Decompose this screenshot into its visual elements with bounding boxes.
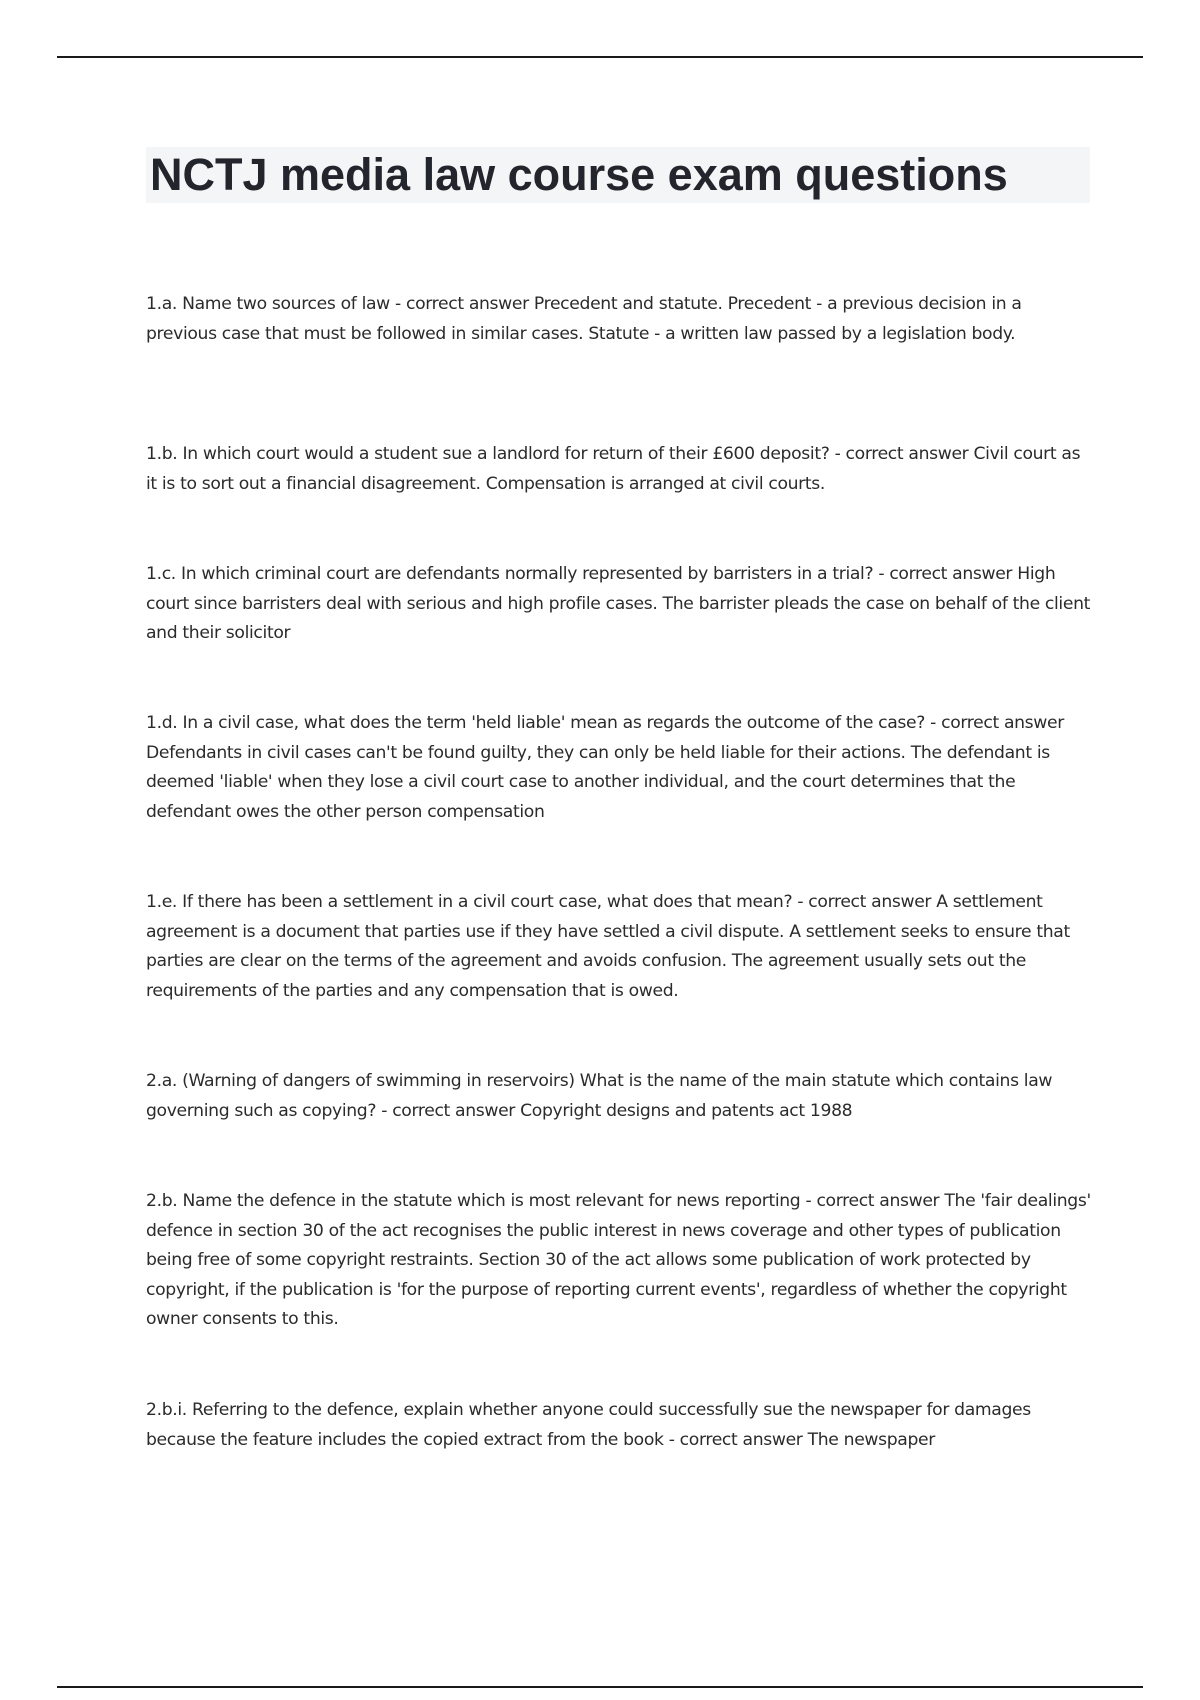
qa-item-2b: 2.b. Name the defence in the statute which is most relevant for news reporting - correct answer The 'fair dealings' defence in section 30 of the act recognises the public interest in news coverage and other types of publication being free of some copyright restraints. Section 30 of the act allows some publication of work protected by copyright, if the publication is 'for the purpose of reporting current events', regardless of whether the copyright owner consents to this. xyxy=(146,1191,1091,1329)
qa-item-2a: 2.a. (Warning of dangers of swimming in reservoirs) What is the name of the main statute which contains law governing such as copying? - correct answer Copyright designs and patents act 1988 xyxy=(146,1071,1053,1121)
qa-item-1c: 1.c. In which criminal court are defendants normally represented by barristers in a trial? - correct answer High court since barristers deal with serious and high profile cases. The barrister pleads the case on behalf of the client and their solicitor xyxy=(146,564,1091,643)
header-rule xyxy=(57,56,1143,58)
qa-item-1a: 1.a. Name two sources of law - correct answer Precedent and statute. Precedent - a previous decision in a previous case that must be followed in similar cases. Statute - a written law passed by a legislation body. xyxy=(146,294,1022,344)
qa-item-2bi: 2.b.i. Referring to the defence, explain whether anyone could successfully sue the newspaper for damages because the feature includes the copied extract from the book - correct answer The newspaper xyxy=(146,1400,1031,1450)
qa-item-1b: 1.b. In which court would a student sue a landlord for return of their £600 deposit? - correct answer Civil court as it is to sort out a financial disagreement. Compensation is arranged at civil courts. xyxy=(146,444,1081,494)
qa-item-1e: 1.e. If there has been a settlement in a civil court case, what does that mean? - correct answer A settlement agreement is a document that parties use if they have settled a civil dispute. A settlement seeks to ensure that parties are clear on the terms of the agreement and avoids confusion. The agreement usually sets out the requirements of the parties and any compensation that is owed. xyxy=(146,892,1070,1001)
footer-rule xyxy=(57,1686,1143,1688)
qa-item-1d: 1.d. In a civil case, what does the term 'held liable' mean as regards the outcome of the case? - correct answer Defendants in civil cases can't be found guilty, they can only be held liable for their actions. The defendant is deemed 'liable' when they lose a civil court case to another individual, and the court determines that the defendant owes the other person compensation xyxy=(146,713,1064,822)
document-title: NCTJ media law course exam questions xyxy=(146,147,1090,203)
